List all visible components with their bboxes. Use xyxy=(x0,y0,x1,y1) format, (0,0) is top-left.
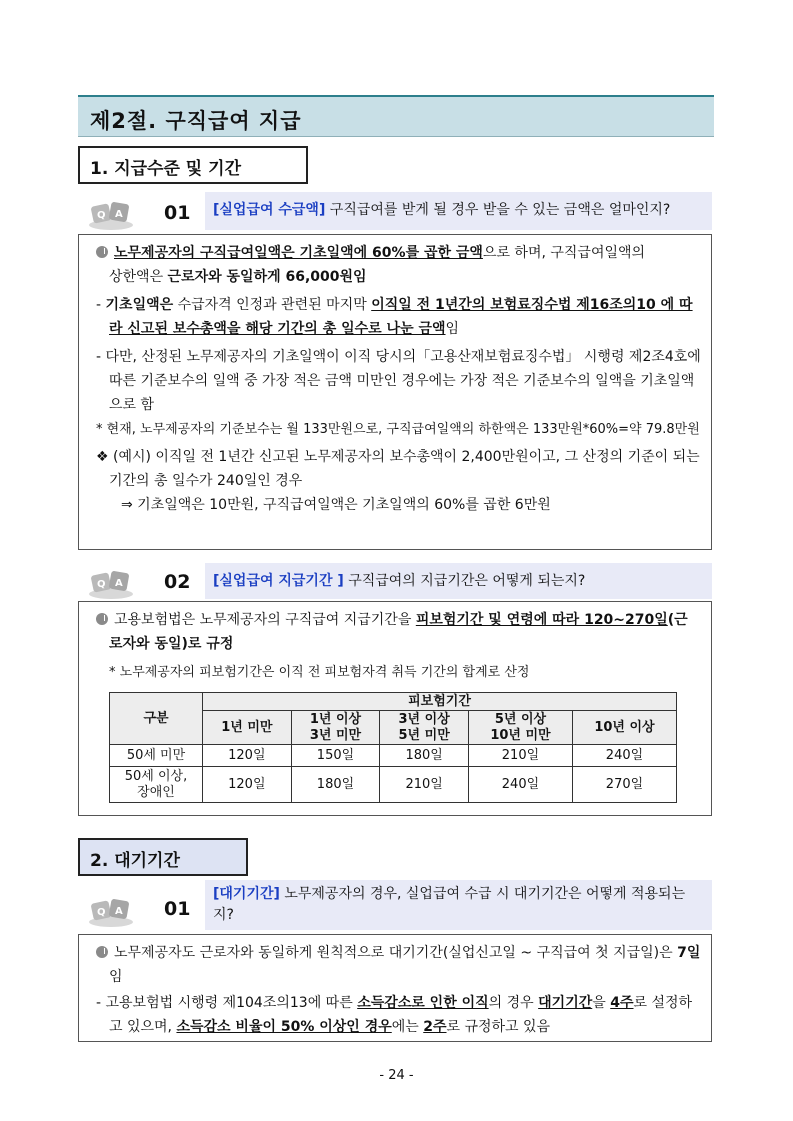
row-label: 50세 미만 xyxy=(110,745,203,767)
answer-highlight: 대기기간 xyxy=(538,995,593,1011)
table-col-header xyxy=(572,711,676,745)
answer-result: ⇒ 기초일액은 10만원, 구직급여일액은 기초일액의 60%를 곱한 6만원 xyxy=(121,497,551,513)
col-label: 10년 이상 xyxy=(594,719,655,735)
svg-text:A: A xyxy=(115,578,123,589)
bullet-icon xyxy=(96,246,108,258)
question-text: 구직급여의 지급기간은 어떻게 되는지? xyxy=(343,573,586,589)
question-tag: [대기기간] xyxy=(213,886,280,902)
answer-text: 에는 xyxy=(391,1019,424,1035)
answer-highlight: 소득감소로 인한 이직 xyxy=(357,995,489,1011)
table-corner: 구분 xyxy=(110,693,203,745)
table-col-header xyxy=(203,711,292,745)
answer-text: 을 xyxy=(592,995,611,1011)
answer-text: 로 설정하고 있으며, xyxy=(109,995,693,1035)
answer-highlight: 소득감소 비율이 50% 이상인 경우 xyxy=(176,1019,392,1035)
table-col-header: 1년 이상 3년 미만 xyxy=(291,711,380,745)
question-tag: [실업급여 지급기간 ] xyxy=(213,573,344,589)
svg-text:Q: Q xyxy=(97,579,106,590)
answer-text: 상한액은 xyxy=(109,269,168,285)
bullet-icon xyxy=(96,946,108,958)
section-title-1: 1. 지급수준 및 기간 xyxy=(78,146,308,184)
question-number: 01 xyxy=(164,898,191,920)
answer-text: 으로 하며, 구직급여일액의 xyxy=(482,245,646,261)
qa-icon xyxy=(86,892,136,928)
chapter-title: 제2절. 구직급여 지급 xyxy=(78,95,714,137)
bullet-icon xyxy=(96,613,108,625)
answer-bold: 근로자와 동일하게 66,000원임 xyxy=(167,269,367,285)
answer-bold: (근로자와 동일)로 규정 xyxy=(109,612,688,652)
answer-box-3 xyxy=(78,934,712,1042)
section-title-2: 2. 대기기간 xyxy=(78,838,248,876)
answer-bold: 기초일액은 xyxy=(105,297,174,313)
table-cell: 270일 xyxy=(572,767,676,803)
answer-box-2 xyxy=(78,601,712,816)
svg-text:A: A xyxy=(115,906,123,917)
answer-line xyxy=(89,991,701,1039)
answer-text: 수급자격 인정과 관련된 마지막 xyxy=(173,297,372,313)
question-band xyxy=(205,563,712,599)
answer-example: ❖ (예시) 이직일 전 1년간 신고된 노무제공자의 보수총액이 2,400만원이고, 그 산정의 기준이 되는 기간의 총 일수가 240일인 경우 xyxy=(96,449,700,489)
answer-line xyxy=(89,241,701,289)
table-cell: 210일 xyxy=(380,767,469,803)
qa-icon xyxy=(86,195,136,231)
table-cell: 150일 xyxy=(291,745,380,767)
table-cell: 180일 xyxy=(380,745,469,767)
question-text: 구직급여를 받게 될 경우 받을 수 있는 금액은 얼마인지? xyxy=(325,202,671,218)
table-row xyxy=(110,745,677,767)
page-number: - 24 - xyxy=(379,1068,414,1083)
table-group-header: 피보험기간 xyxy=(203,693,677,711)
answer-highlight: 이직일 전 1년간의 보험료징수법 제16조의10 에 따라 신고된 보수총액을 해당 기간의 총 일수로 나눈 금액 xyxy=(109,297,693,337)
answer-line xyxy=(89,608,701,656)
question-number: 01 xyxy=(164,202,191,224)
question-number: 02 xyxy=(164,571,191,593)
answer-highlight: 피보험기간 및 연령에 따라 120~270일 xyxy=(415,612,668,628)
answer-text: 임 xyxy=(109,969,123,985)
table-col-header: 3년 이상 5년 미만 xyxy=(380,711,469,745)
answer-text: 로 규정하고 있음 xyxy=(446,1019,551,1035)
col-label: 1년 미만 xyxy=(221,719,273,735)
answer-line xyxy=(89,293,701,341)
table-cell: 240일 xyxy=(468,767,572,803)
answer-highlight: 노무제공자의 구직급여일액은 기초일액에 60%를 곱한 금액 xyxy=(114,245,483,261)
answer-note: * 노무제공자의 피보험기간은 이직 전 피보험자격 취득 기간의 합계로 산정 xyxy=(109,665,530,680)
answer-text: 고용보험법은 노무제공자의 구직급여 지급기간을 xyxy=(114,612,416,628)
answer-highlight: 2주 xyxy=(423,1019,447,1035)
answer-text: 임 xyxy=(445,321,460,337)
question-text: 노무제공자의 경우, 실업급여 수급 시 대기기간은 어떻게 적용되는지? xyxy=(213,886,686,923)
table-cell: 240일 xyxy=(572,745,676,767)
answer-text: - xyxy=(96,297,106,313)
answer-line xyxy=(89,941,701,989)
table-row xyxy=(110,767,677,803)
answer-text: 노무제공자도 근로자와 동일하게 원칙적으로 대기기간(실업신고일 ~ 구직급여 첫 지급일)은 xyxy=(114,945,678,961)
question-band xyxy=(205,192,712,230)
question-tag: [실업급여 수급액] xyxy=(213,202,326,218)
answer-note: * 현재, 노무제공자의 기준보수는 월 133만원으로, 구직급여일액의 하한액은 133만원*60%=약 79.8만원 xyxy=(96,422,700,437)
row-label: 50세 이상, 장애인 xyxy=(110,767,203,803)
answer-text: 의 경우 xyxy=(488,995,539,1011)
svg-text:A: A xyxy=(115,209,123,220)
table-cell: 120일 xyxy=(203,745,292,767)
qa-icon xyxy=(86,564,136,600)
table-cell: 210일 xyxy=(468,745,572,767)
answer-text: - 고용보험법 시행령 제104조의13에 따른 xyxy=(96,995,358,1011)
table-cell: 180일 xyxy=(291,767,380,803)
table-cell: 120일 xyxy=(203,767,292,803)
answer-line: - 다만, 산정된 노무제공자의 기초일액이 이직 당시의「고용산재보험료징수법」 시행령 제2조4호에 따른 기준보수의 일액 중 가장 적은 금액 미만인 경우에는 가장 적은 기준보수의 일액을 기초일액으로 함 xyxy=(96,349,701,413)
svg-text:Q: Q xyxy=(97,907,106,918)
answer-bold: 7일 xyxy=(677,945,701,961)
period-table xyxy=(109,692,677,803)
question-band xyxy=(205,880,712,930)
answer-box-1 xyxy=(78,234,712,550)
table-col-header: 5년 이상 10년 미만 xyxy=(468,711,572,745)
svg-text:Q: Q xyxy=(97,210,106,221)
answer-highlight: 4주 xyxy=(610,995,634,1011)
